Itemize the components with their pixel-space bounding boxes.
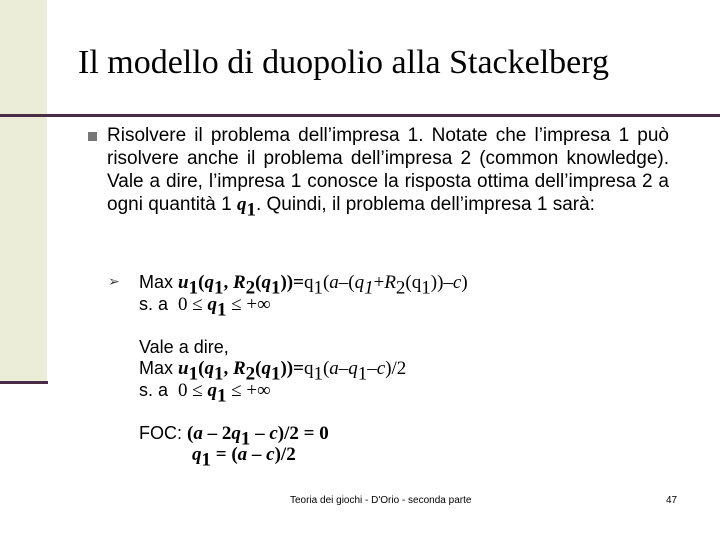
foc-solution: $q_1 = (a - c)/2$ <box>192 444 296 471</box>
square-bullet-icon <box>88 132 97 141</box>
left-band-rule <box>0 381 48 384</box>
foc-label: FOC: <box>139 423 182 443</box>
bullet-q-sub: 1 <box>246 199 256 221</box>
bullet-text-end: . Quindi, il problema dell’impresa 1 sarà: <box>255 194 595 215</box>
foc-equation: FOC: $(a - 2q_1 - c)/2 = 0$ <box>139 423 329 450</box>
problem1-constraint-label: s. a <box>139 294 169 314</box>
problem1-objective: Max $u_1(q_1$, $R_2(q_1))=q_1(a-(q_1+R_2(q_1))-c)$ <box>139 272 468 299</box>
problem2-constraint: s. a $0 \le q_1$ ≤ +∞ <box>139 380 271 407</box>
slide-title: Il modello di duopolio alla Stackelberg <box>78 44 609 81</box>
slide-footer: Teoria dei giochi - D'Orio - seconda parte <box>290 495 472 506</box>
left-decorative-band <box>0 0 47 384</box>
problem2-constraint-label: s. a <box>139 380 169 400</box>
problem1-constraint: s. a $0 \le q_1$ ≤ +∞ <box>139 294 271 321</box>
bullet-text-start: Risolvere il problema dell’impresa 1. Notate che l’impresa 1 può risolvere anche il problema dell’impresa 2 (common knowledge). Vale a dire, l’impresa 1 conosce la risposta ottima dell’impresa 2 a ogni quantità 1 <box>107 125 669 215</box>
problem2-intro: Vale a dire, <box>139 337 229 357</box>
problem1-max-label: Max <box>139 272 174 292</box>
page-number: 47 <box>666 495 678 506</box>
problem2-objective: Max $u_1(q_1$, $R_2(q_1))=q_1(a-q_1-c)/2$ <box>139 358 407 385</box>
title-divider <box>0 114 720 117</box>
bullet-paragraph <box>107 124 669 221</box>
problem2-max-label: Max <box>139 358 174 378</box>
arrow-bullet-icon: ➢ <box>108 273 120 289</box>
bullet-q-var: q <box>236 194 247 215</box>
